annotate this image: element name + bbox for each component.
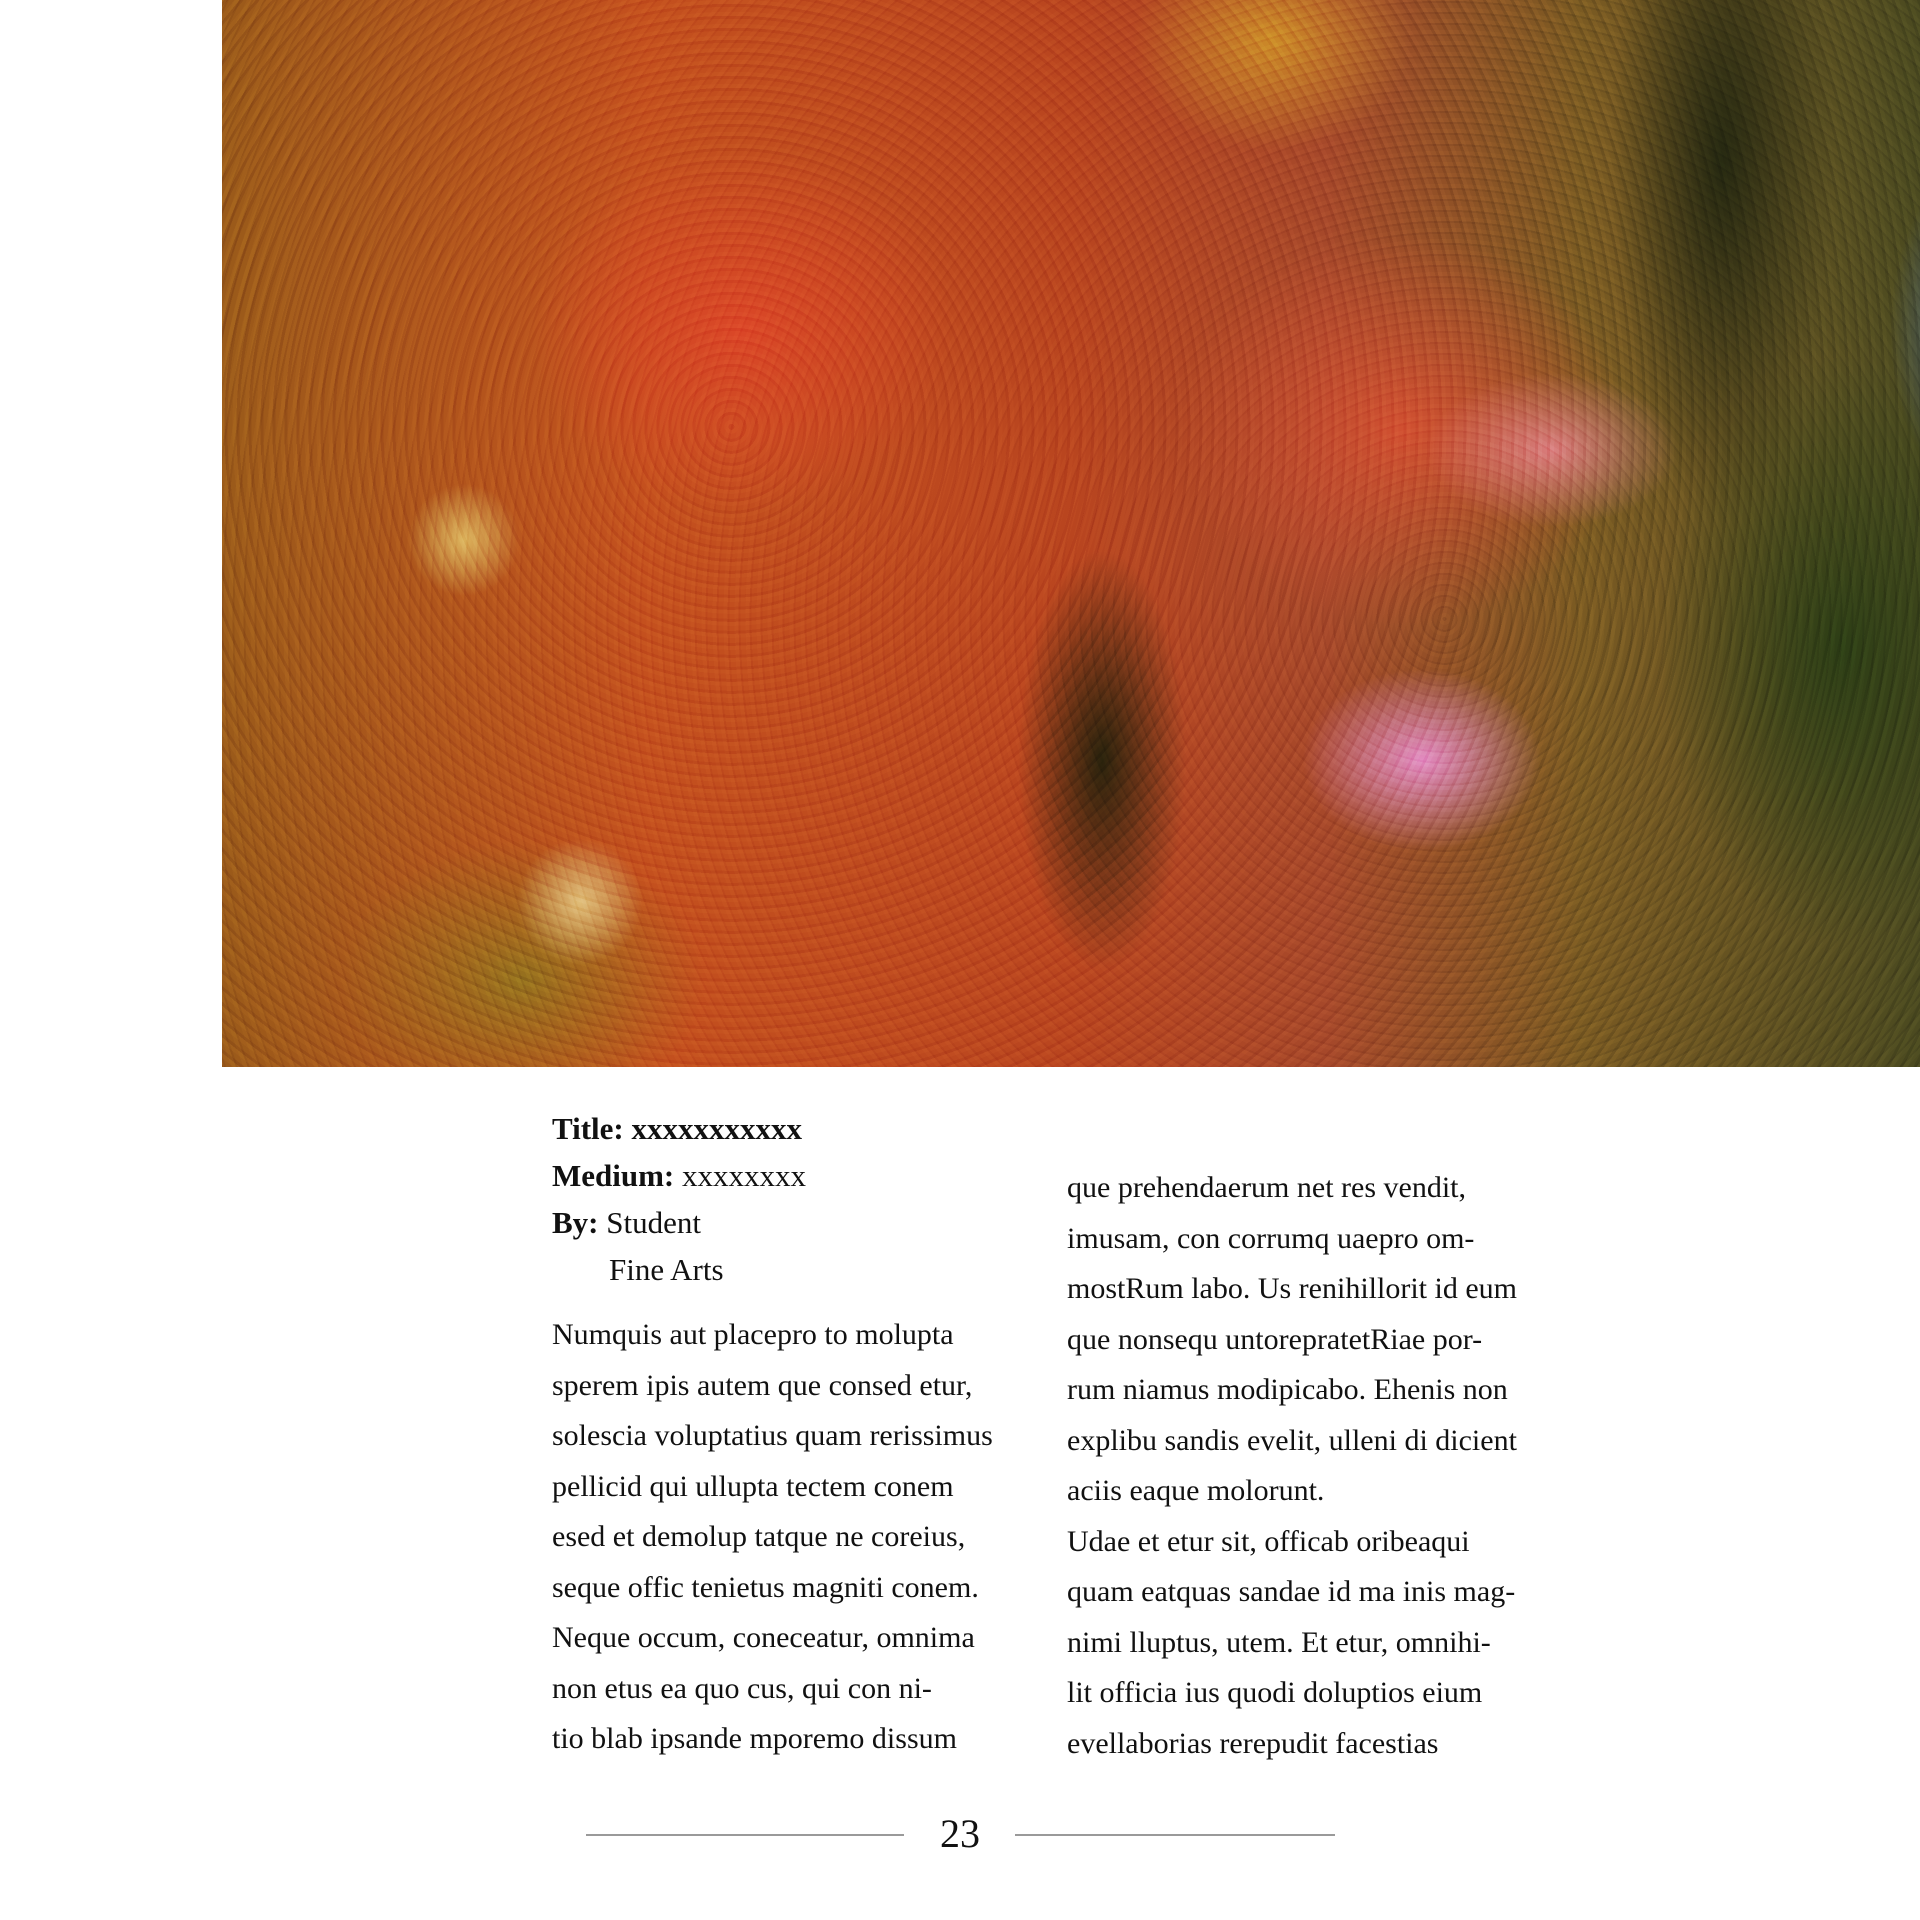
body-column-right xyxy=(1067,1163,1537,1769)
caption-by-line xyxy=(552,1199,1012,1246)
body-line: esed et demolup tatque ne coreius, xyxy=(552,1520,966,1553)
body-line: evellaborias rerepudit facestias xyxy=(1067,1726,1439,1760)
body-line: que prehendaerum net res vendit, xyxy=(1067,1171,1467,1204)
footer-rule-left xyxy=(586,1834,904,1836)
body-line: seque offic tenietus magniti conem. xyxy=(552,1570,979,1604)
body-line: lit officia ius quodi doluptios eium xyxy=(1067,1676,1483,1709)
caption-title-value: xxxxxxxxxxx xyxy=(631,1111,802,1146)
footer-rule-right xyxy=(1015,1834,1335,1836)
caption-by-department: Fine Arts xyxy=(609,1252,724,1287)
page-number: 23 xyxy=(940,1811,980,1856)
caption-by-label: By: xyxy=(552,1205,599,1240)
caption-medium-label: Medium: xyxy=(552,1158,675,1193)
body-line: Neque occum, coneceatur, omnima xyxy=(552,1621,975,1654)
body-line: tio blab ipsande mporemo dissum xyxy=(552,1722,957,1755)
body-line: imusam, con corrumq uaepro om- xyxy=(1067,1221,1475,1255)
body-line: Udae et etur sit, officab oribeaqui xyxy=(1067,1524,1470,1558)
page-footer xyxy=(0,1800,1920,1870)
artwork-image xyxy=(222,0,1920,1067)
body-line: rum niamus modipicabo. Ehenis non xyxy=(1067,1373,1508,1406)
body-line: solescia voluptatius quam rerissimus xyxy=(552,1419,993,1452)
artwork-caption xyxy=(552,1105,1012,1293)
body-line: aciis eaque molorunt. xyxy=(1067,1474,1325,1507)
body-line: mostRum labo. Us renihillorit id eum xyxy=(1067,1272,1517,1305)
body-line: nimi lluptus, utem. Et etur, omnihi- xyxy=(1067,1625,1491,1659)
body-line: non etus ea quo cus, qui con ni- xyxy=(552,1671,932,1705)
caption-title-line xyxy=(552,1105,1012,1152)
body-line: sperem ipis autem que consed etur, xyxy=(552,1368,973,1402)
body-line: que nonsequ untorepratetRiae por- xyxy=(1067,1322,1483,1356)
caption-by-name: Student xyxy=(606,1205,701,1240)
caption-medium-line xyxy=(552,1152,1012,1199)
body-line: Numquis aut placepro to molupta xyxy=(552,1318,954,1351)
body-line: pellicid qui ullupta tectem conem xyxy=(552,1469,954,1503)
caption-medium-value: xxxxxxxx xyxy=(682,1158,807,1193)
caption-title-label: Title: xyxy=(552,1111,624,1146)
body-line: explibu sandis evelit, ulleni di dicient xyxy=(1067,1423,1517,1457)
body-line: quam eatquas sandae id ma inis mag- xyxy=(1067,1575,1516,1608)
body-column-left xyxy=(552,1310,1022,1765)
